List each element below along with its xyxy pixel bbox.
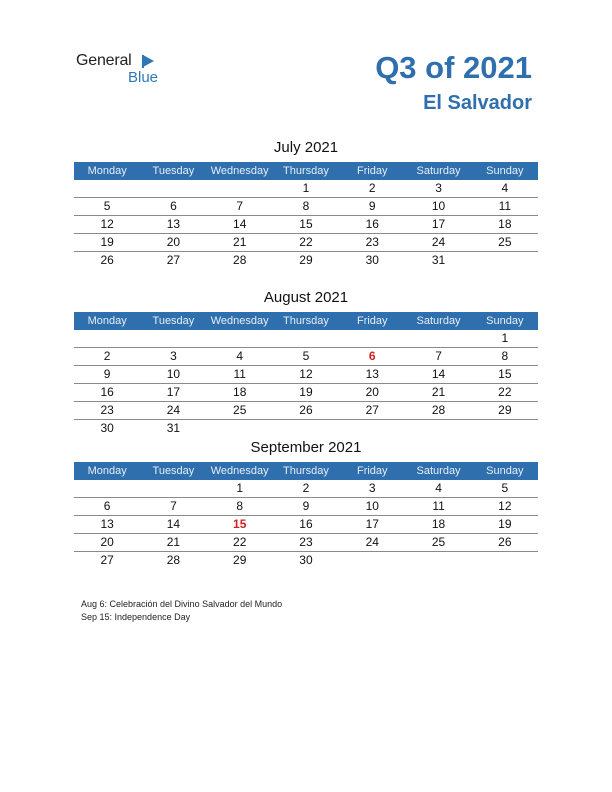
weekday-header: Sunday <box>486 315 524 327</box>
empty-day-cell <box>339 552 405 569</box>
weekday-header: Thursday <box>283 465 329 477</box>
day-cell: 13 <box>100 517 114 531</box>
week-row <box>74 330 538 348</box>
day-cell: 10 <box>166 367 181 381</box>
empty-day-cell <box>472 420 538 437</box>
week-row <box>74 252 538 269</box>
day-cell: 16 <box>100 385 114 399</box>
calendar-grid <box>74 462 538 569</box>
day-cell: 25 <box>498 235 512 249</box>
day-cell: 5 <box>103 199 111 213</box>
day-cell: 22 <box>498 385 512 399</box>
week-row <box>74 498 538 516</box>
day-cell: 24 <box>431 235 446 249</box>
day-cell: 17 <box>431 217 446 231</box>
day-cell: 5 <box>501 481 509 495</box>
week-row <box>74 516 538 534</box>
weekday-header: Tuesday <box>152 465 195 477</box>
day-cell: 27 <box>166 253 181 267</box>
day-cell: 1 <box>501 331 509 345</box>
day-cell: 6 <box>368 349 376 363</box>
day-cell: 9 <box>368 199 376 213</box>
day-cell: 21 <box>166 535 181 549</box>
weekday-header: Sunday <box>486 165 524 177</box>
day-cell: 2 <box>368 181 376 195</box>
day-cell: 2 <box>103 349 111 363</box>
day-cell: 20 <box>166 235 181 249</box>
day-cell: 10 <box>365 499 379 513</box>
day-cell: 4 <box>236 349 244 363</box>
week-row <box>74 216 538 234</box>
week-row <box>74 402 538 420</box>
empty-day-cell <box>273 330 339 347</box>
day-cell: 2 <box>302 481 310 495</box>
day-cell: 18 <box>233 385 247 399</box>
day-cell: 19 <box>100 235 114 249</box>
day-cell: 24 <box>166 403 181 417</box>
holiday-notes <box>81 598 282 624</box>
day-cell: 29 <box>498 403 512 417</box>
day-cell: 24 <box>365 535 379 549</box>
logo-word-blue: Blue <box>128 69 159 86</box>
week-row <box>74 366 538 384</box>
weekday-header: Monday <box>87 465 127 477</box>
generalblue-logo <box>76 52 176 88</box>
day-cell: 20 <box>100 535 114 549</box>
day-cell: 15 <box>233 517 247 531</box>
day-cell: 21 <box>431 385 446 399</box>
empty-day-cell <box>472 252 538 269</box>
day-cell: 23 <box>299 535 313 549</box>
day-cell: 19 <box>299 385 313 399</box>
week-row <box>74 534 538 552</box>
day-cell: 14 <box>166 517 181 531</box>
day-cell: 28 <box>431 403 446 417</box>
day-cell: 27 <box>365 403 379 417</box>
day-cell: 22 <box>299 235 313 249</box>
day-cell: 8 <box>236 499 244 513</box>
day-cell: 31 <box>166 421 181 435</box>
week-row <box>74 198 538 216</box>
weekday-header: Thursday <box>283 315 329 327</box>
day-cell: 11 <box>432 499 445 513</box>
day-cell: 21 <box>233 235 247 249</box>
day-cell: 26 <box>100 253 114 267</box>
week-row <box>74 420 538 437</box>
day-cell: 11 <box>233 367 246 381</box>
empty-day-cell <box>207 420 273 437</box>
day-cell: 30 <box>299 553 313 567</box>
weekday-header: Friday <box>356 315 388 327</box>
day-cell: 31 <box>431 253 446 267</box>
weekday-header: Wednesday <box>210 315 269 327</box>
month-title: July 2021 <box>273 139 339 156</box>
day-cell: 30 <box>100 421 114 435</box>
country-subtitle: El Salvador <box>423 92 532 114</box>
empty-day-cell <box>207 180 273 197</box>
day-cell: 29 <box>299 253 313 267</box>
day-cell: 17 <box>166 385 181 399</box>
day-cell: 8 <box>501 349 509 363</box>
empty-day-cell <box>74 480 140 497</box>
day-cell: 27 <box>100 553 114 567</box>
day-cell: 12 <box>100 217 114 231</box>
month-title: August 2021 <box>263 289 349 306</box>
weekday-header: Monday <box>87 165 127 177</box>
day-cell: 8 <box>302 199 310 213</box>
day-cell: 30 <box>365 253 379 267</box>
week-row <box>74 348 538 366</box>
page-title: Q3 of 2021 <box>375 50 532 85</box>
empty-day-cell <box>405 552 471 569</box>
weekday-header: Wednesday <box>210 465 269 477</box>
day-cell: 28 <box>166 553 181 567</box>
day-cell: 9 <box>103 367 111 381</box>
day-cell: 13 <box>166 217 181 231</box>
day-cell: 7 <box>236 199 244 213</box>
calendar-grid <box>74 162 538 269</box>
weekday-header-row <box>74 162 538 180</box>
weekday-header: Friday <box>356 465 388 477</box>
day-cell: 16 <box>299 517 313 531</box>
weekday-header: Thursday <box>283 165 329 177</box>
weekday-header: Tuesday <box>152 315 195 327</box>
day-cell: 29 <box>233 553 247 567</box>
calendar-grid <box>74 312 538 437</box>
day-cell: 10 <box>431 199 446 213</box>
day-cell: 25 <box>431 535 446 549</box>
empty-day-cell <box>207 330 273 347</box>
empty-day-cell <box>339 420 405 437</box>
day-cell: 1 <box>236 481 244 495</box>
weekday-header: Tuesday <box>152 165 195 177</box>
day-cell: 12 <box>299 367 313 381</box>
empty-day-cell <box>273 420 339 437</box>
day-cell: 3 <box>170 349 177 363</box>
empty-day-cell <box>339 330 405 347</box>
day-cell: 23 <box>365 235 379 249</box>
day-cell: 26 <box>498 535 512 549</box>
day-cell: 3 <box>435 181 442 195</box>
day-cell: 26 <box>299 403 313 417</box>
weekday-header: Sunday <box>486 465 524 477</box>
day-cell: 22 <box>233 535 247 549</box>
empty-day-cell <box>405 420 471 437</box>
day-cell: 16 <box>365 217 379 231</box>
month-july <box>74 137 538 269</box>
weekday-header: Saturday <box>416 465 461 477</box>
empty-day-cell <box>140 330 206 347</box>
empty-day-cell <box>74 180 140 197</box>
day-cell: 7 <box>435 349 442 363</box>
week-row <box>74 552 538 569</box>
weekday-header: Saturday <box>416 315 461 327</box>
day-cell: 1 <box>302 181 310 195</box>
day-cell: 23 <box>100 403 114 417</box>
weekday-header-row <box>74 312 538 330</box>
day-cell: 3 <box>368 481 376 495</box>
day-cell: 18 <box>431 517 446 531</box>
empty-day-cell <box>472 552 538 569</box>
empty-day-cell <box>140 480 206 497</box>
day-cell: 4 <box>435 481 442 495</box>
weekday-header-row <box>74 462 538 480</box>
day-cell: 19 <box>498 517 512 531</box>
day-cell: 15 <box>498 367 512 381</box>
day-cell: 20 <box>365 385 379 399</box>
day-cell: 28 <box>233 253 247 267</box>
holiday-note: Sep 15: Independence Day <box>81 612 191 622</box>
day-cell: 14 <box>431 367 446 381</box>
weekday-header: Wednesday <box>210 165 269 177</box>
day-cell: 13 <box>365 367 379 381</box>
month-september <box>74 437 538 569</box>
day-cell: 9 <box>302 499 310 513</box>
day-cell: 25 <box>233 403 247 417</box>
day-cell: 12 <box>498 499 512 513</box>
day-cell: 4 <box>501 181 509 195</box>
logo-word-general: General <box>76 52 132 69</box>
week-row <box>74 180 538 198</box>
month-title: September 2021 <box>250 439 362 456</box>
empty-day-cell <box>140 180 206 197</box>
empty-day-cell <box>74 330 140 347</box>
empty-day-cell <box>405 330 471 347</box>
day-cell: 6 <box>103 499 111 513</box>
day-cell: 18 <box>498 217 512 231</box>
day-cell: 15 <box>299 217 313 231</box>
week-row <box>74 384 538 402</box>
holiday-note: Aug 6: Celebración del Divino Salvador del Mundo <box>81 599 283 609</box>
day-cell: 11 <box>498 199 512 213</box>
day-cell: 14 <box>233 217 247 231</box>
weekday-header: Friday <box>356 165 388 177</box>
day-cell: 6 <box>170 199 177 213</box>
weekday-header: Saturday <box>416 165 461 177</box>
day-cell: 7 <box>170 499 177 513</box>
week-row <box>74 234 538 252</box>
weekday-header: Monday <box>87 315 127 327</box>
week-row <box>74 480 538 498</box>
day-cell: 5 <box>302 349 310 363</box>
flag-icon <box>143 55 154 67</box>
day-cell: 17 <box>365 517 379 531</box>
month-august <box>74 287 538 437</box>
